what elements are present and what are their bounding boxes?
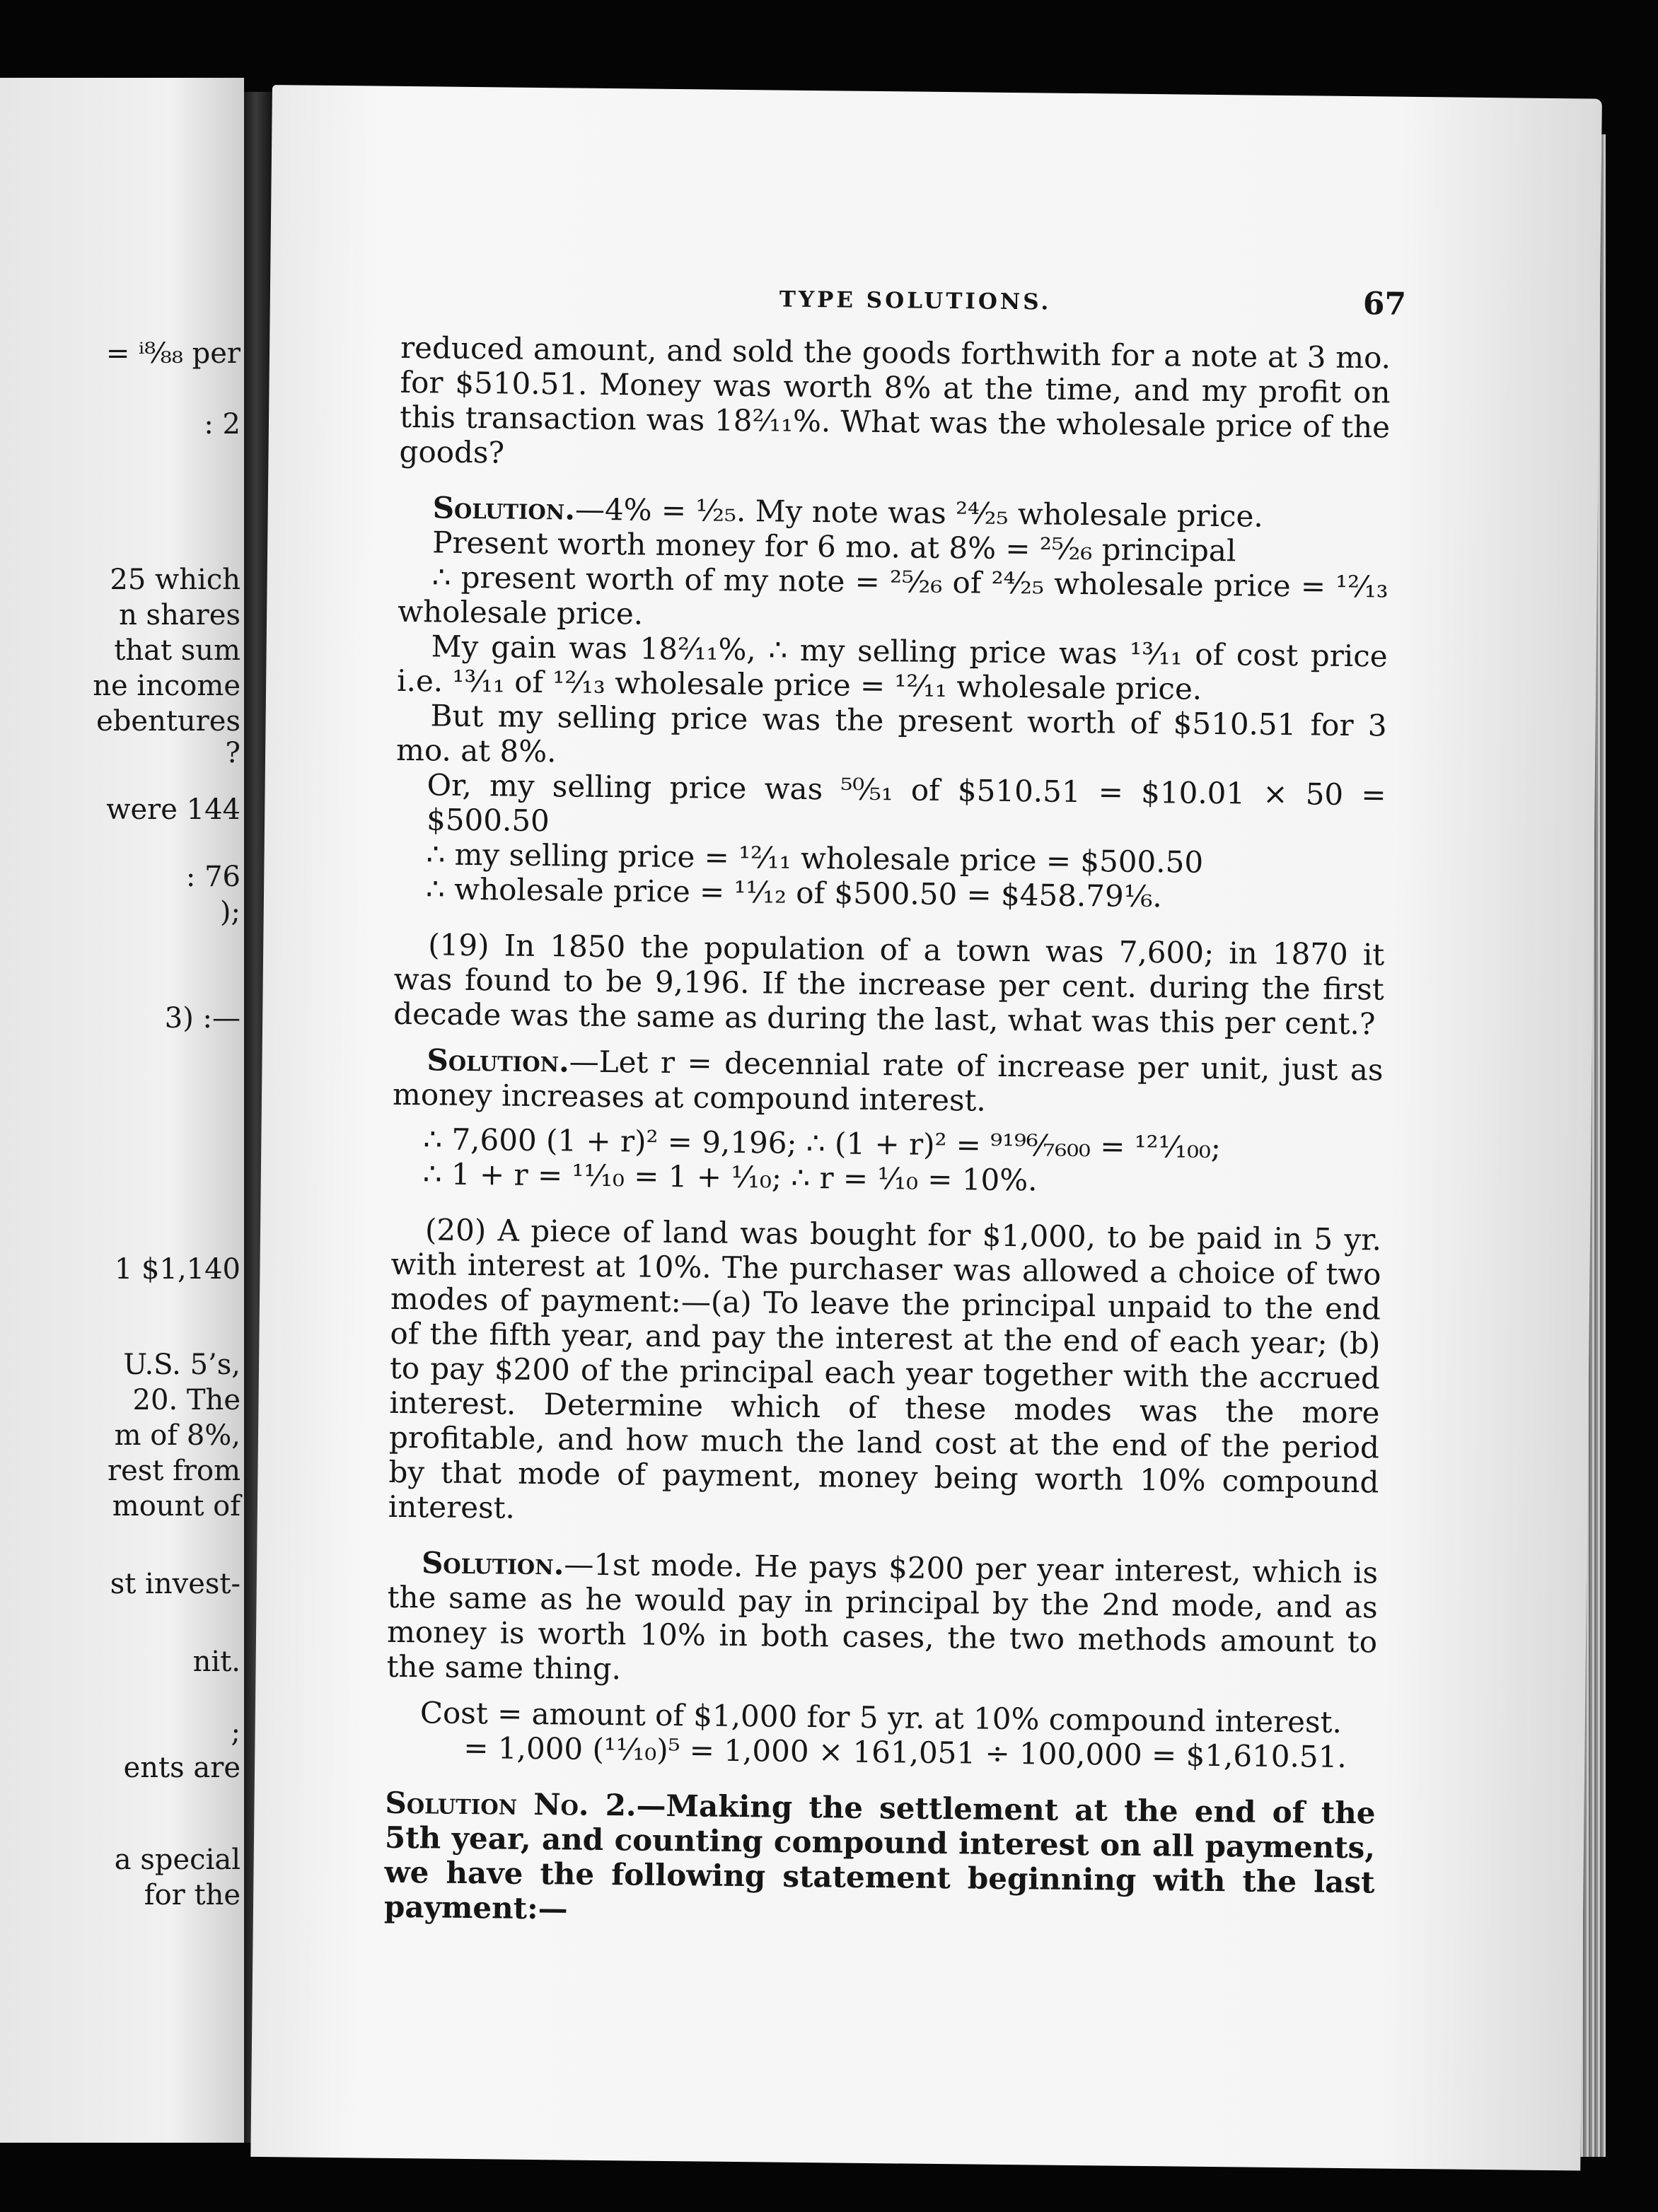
left-page-line: mount of	[112, 1490, 240, 1523]
solution-line: ∴ present worth of my note = ²⁵⁄₂₆ of ²⁴⁄₂₅ wholesale price = ¹²⁄₁₃ wholesale price.	[397, 559, 1389, 631]
left-page-line: : 76	[185, 861, 240, 893]
solution-label: Solution No. 2.	[385, 1785, 637, 1823]
solution-line: Or, my selling price was ⁵⁰⁄₅₁ of $510.51 = $10.01 × 50 = $500.50	[426, 767, 1386, 839]
left-page-line: ne income	[93, 670, 240, 702]
left-page-line: were 144	[106, 793, 240, 826]
solution-label: Solution.	[432, 490, 576, 527]
left-page-line: 20. The	[132, 1384, 240, 1416]
solution-line: My gain was 18²⁄₁₁%, ∴ my selling price was ¹³⁄₁₁ of cost price i.e. ¹³⁄₁₁ of ¹²⁄₁₃ wholesale price = ¹²⁄₁₁ wholesale price.	[396, 629, 1388, 706]
solution-19	[393, 1042, 1384, 1122]
left-page-line: nit.	[192, 1646, 240, 1678]
solution-line: —Let r = decennial rate of increase per unit, just as money increases at compound interest.	[392, 1044, 1384, 1118]
left-page-line: 3) :—	[164, 1002, 240, 1035]
page-number: 67	[1362, 286, 1407, 322]
left-page-line: for the	[144, 1879, 240, 1911]
left-page-line: ents are	[123, 1752, 240, 1784]
cost-line: Cost = amount of $1,000 for 5 yr. at 10% compound interest.	[419, 1695, 1343, 1740]
left-page-line: m of 8%,	[114, 1419, 240, 1452]
left-page-line: );	[219, 896, 240, 929]
solution-line: ∴ my selling price = ¹²⁄₁₁ wholesale price = $500.50	[426, 837, 1204, 880]
problem-19: (19) In 1850 the population of a town was 7,600; in 1870 it was found to be 9,196. If the increase per cent. during the first decade was the same as during the last, what was this per cent.?	[393, 927, 1385, 1042]
problem-20: (20) A piece of land was bought for $1,000, to be paid in 5 yr. with interest at 10%. The purchaser was allowed a choice of two modes of payment:—(a) To leave the principal unpaid to the end of the fifth year, and pay the interest at the end of each year; (b) to pay $200 of the principal each year together with the accrued interest. Determine which of these modes was the more profitable, and how much the land cost at the end of the period by that mode of payment, money being worth 10% compound interest.	[388, 1212, 1382, 1525]
solution-line: But my selling price was the present worth of $510.51 for 3 mo. at 8%.	[395, 698, 1387, 769]
solution-line: Present worth money for 6 mo. at 8% = ²⁵⁄₂₆ principal	[431, 525, 1236, 569]
left-page-line: rest from	[107, 1455, 240, 1487]
running-head: TYPE SOLUTIONS.	[779, 286, 1052, 315]
left-page-line: = ⁱ⁸⁄₈₈ per	[105, 337, 240, 370]
solution-line: ∴ 1 + r = ¹¹⁄₁₀ = 1 + ¹⁄₁₀; ∴ r = ¹⁄₁₀ = 10%.	[422, 1156, 1038, 1198]
left-page-line: a special	[114, 1844, 240, 1876]
solution-line: ∴ 7,600 (1 + r)² = 9,196; ∴ (1 + r)² = ⁹¹⁹⁶⁄₇₆₀₀ = ¹²¹⁄₁₀₀;	[423, 1122, 1222, 1165]
solution-label: Solution.	[421, 1545, 564, 1582]
solution-2	[384, 1786, 1376, 1935]
left-page-line: U.S. 5’s,	[123, 1349, 240, 1381]
left-page-line: ?	[225, 737, 240, 769]
left-page-line: : 2	[204, 408, 240, 441]
solution-line: ∴ wholesale price = ¹¹⁄₁₂ of $500.50 = $458.79⅙.	[425, 871, 1163, 914]
left-page-line: ebentures	[96, 705, 240, 738]
left-page	[0, 78, 244, 2143]
problem-18-continued: reduced amount, and sold the goods forthwith for a note at 3 mo. for $510.51. Money was worth 8% at the time, and my profit on this transaction was 18²⁄₁₁%. What was the wholesale price of the goods?	[399, 330, 1391, 470]
left-page-line: 1 $1,140	[114, 1253, 240, 1286]
left-page-line: st invest-	[110, 1568, 240, 1600]
left-page-line: that sum	[114, 634, 240, 667]
solution-20	[386, 1545, 1378, 1694]
left-page-line: ;	[231, 1716, 240, 1749]
left-page-line: 25 which	[110, 564, 240, 596]
right-page	[250, 85, 1602, 2171]
solution-line: —4% = ¹⁄₂₅. My note was ²⁴⁄₂₅ wholesale price.	[574, 491, 1263, 534]
solution-label: Solution.	[427, 1042, 570, 1079]
left-page-line: n shares	[119, 599, 240, 631]
page-body	[384, 330, 1391, 1935]
cost-line: = 1,000 (¹¹⁄₁₀)⁵ = 1,000 × 161,051 ÷ 100,000 = $1,610.51.	[463, 1730, 1347, 1775]
solution-text: —1st mode. He pays $200 per year interest, which is the same as he would pay in principal by the 2nd mode, and as money is worth 10% in both cases, the two methods amount to the same thing.	[386, 1547, 1379, 1687]
solution-text: —Making the settlement at the end of the 5th year, and counting compound interest on all payments, we have the following statement beginning with the last payment:—	[383, 1788, 1376, 1926]
